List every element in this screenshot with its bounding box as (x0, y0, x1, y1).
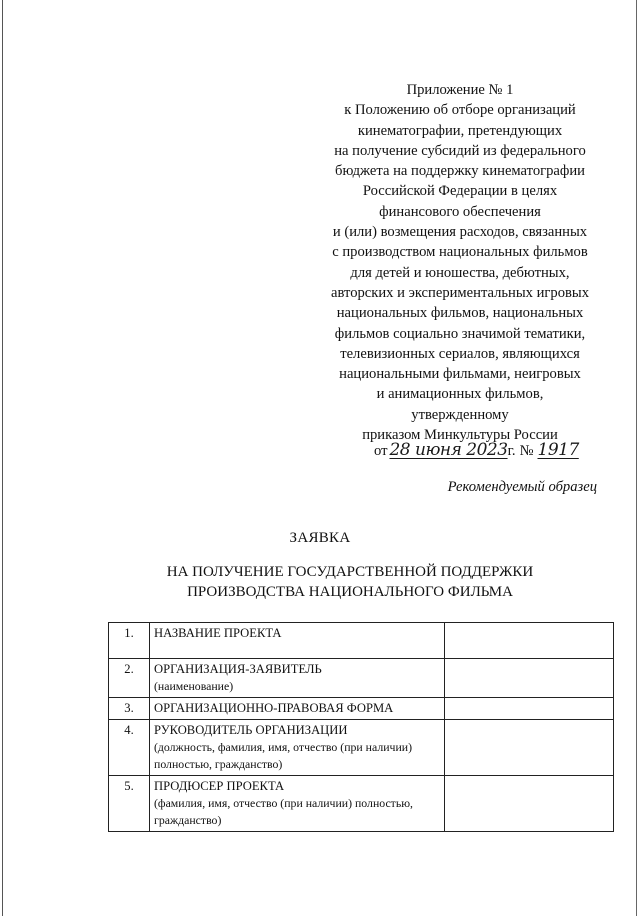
appendix-line: приказом Минкультуры России (362, 427, 558, 444)
appendix-line: Российской Федерации в целях (362, 183, 558, 200)
appendix-line: для детей и юношества, дебютных, (350, 264, 570, 281)
row-number: 2. (109, 659, 150, 698)
order-date-prefix: от (374, 443, 388, 459)
subtitle-line-1: НА ПОЛУЧЕНИЕ ГОСУДАРСТВЕННОЙ ПОДДЕРЖКИ (166, 564, 534, 580)
appendix-line: кинематографии, претендующих (357, 122, 563, 139)
order-year-suffix: г. (507, 443, 516, 459)
field-label: ПРОДЮСЕР ПРОЕКТА (154, 779, 285, 793)
row-value-cell[interactable] (445, 659, 614, 698)
appendix-line: бюджета на поддержку кинематографии (335, 163, 585, 180)
row-field (150, 659, 445, 698)
appendix-line: с производством национальных фильмов (332, 244, 588, 261)
appendix-line: национальными фильмами, неигровых (339, 366, 581, 383)
row-number: 3. (109, 698, 150, 720)
order-date-line (374, 440, 579, 460)
appendix-line: финансового обеспечения (379, 203, 541, 220)
table-row (109, 720, 614, 776)
row-value-cell[interactable] (445, 720, 614, 776)
appendix-line: национальных фильмов, национальных (336, 305, 584, 322)
row-value-cell[interactable] (445, 623, 614, 659)
appendix-line: и анимационных фильмов, (376, 386, 544, 403)
row-field (150, 776, 445, 832)
table-row (109, 623, 614, 659)
appendix-line: на получение субсидий из федерального (334, 142, 586, 159)
appendix-line: к Положению об отборе организаций (344, 102, 576, 119)
appendix-header (300, 80, 620, 445)
field-note: (должность, фамилия, имя, отчество (при наличии) полностью, гражданство) (154, 740, 413, 771)
field-label: НАЗВАНИЕ ПРОЕКТА (154, 626, 282, 640)
appendix-line: фильмов социально значимой тематики, (334, 325, 586, 342)
appendix-line: авторских и экспериментальных игровых (331, 284, 589, 301)
field-note: (наименование) (154, 679, 234, 693)
appendix-line: телевизионных сериалов, являющихся (340, 345, 580, 362)
field-label: ОРГАНИЗАЦИЯ-ЗАЯВИТЕЛЬ (154, 662, 322, 676)
subtitle-line-2: ПРОИЗВОДСТВА НАЦИОНАЛЬНОГО ФИЛЬМА (187, 584, 513, 600)
recommended-sample-label: Рекомендуемый образец (447, 479, 597, 495)
appendix-line: утвержденному (411, 406, 509, 423)
application-table (108, 622, 614, 832)
field-label: РУКОВОДИТЕЛЬ ОРГАНИЗАЦИИ (154, 723, 348, 737)
field-note: (фамилия, имя, отчество (при наличии) полностью, гражданство) (154, 796, 413, 827)
document-title: ЗАЯВКА (289, 530, 351, 546)
table-row (109, 698, 614, 720)
row-value-cell[interactable] (445, 776, 614, 832)
page-edge-right (636, 0, 637, 916)
row-number: 4. (109, 720, 150, 776)
appendix-line: Приложение № 1 (406, 82, 514, 98)
row-number: 1. (109, 623, 150, 659)
field-label: ОРГАНИЗАЦИОННО-ПРАВОВАЯ ФОРМА (154, 701, 394, 715)
document-subtitle (100, 562, 600, 602)
order-number-label: № (519, 443, 534, 459)
order-number-handwritten: 1917 (537, 440, 579, 460)
table-row (109, 776, 614, 832)
row-number: 5. (109, 776, 150, 832)
row-field (150, 720, 445, 776)
appendix-line: и (или) возмещения расходов, связанных (332, 224, 588, 241)
row-value-cell[interactable] (445, 698, 614, 720)
row-field (150, 623, 445, 659)
order-date-handwritten: 28 июня 2023 (389, 440, 508, 460)
table-row (109, 659, 614, 698)
row-field (150, 698, 445, 720)
page-edge-left (2, 0, 3, 916)
